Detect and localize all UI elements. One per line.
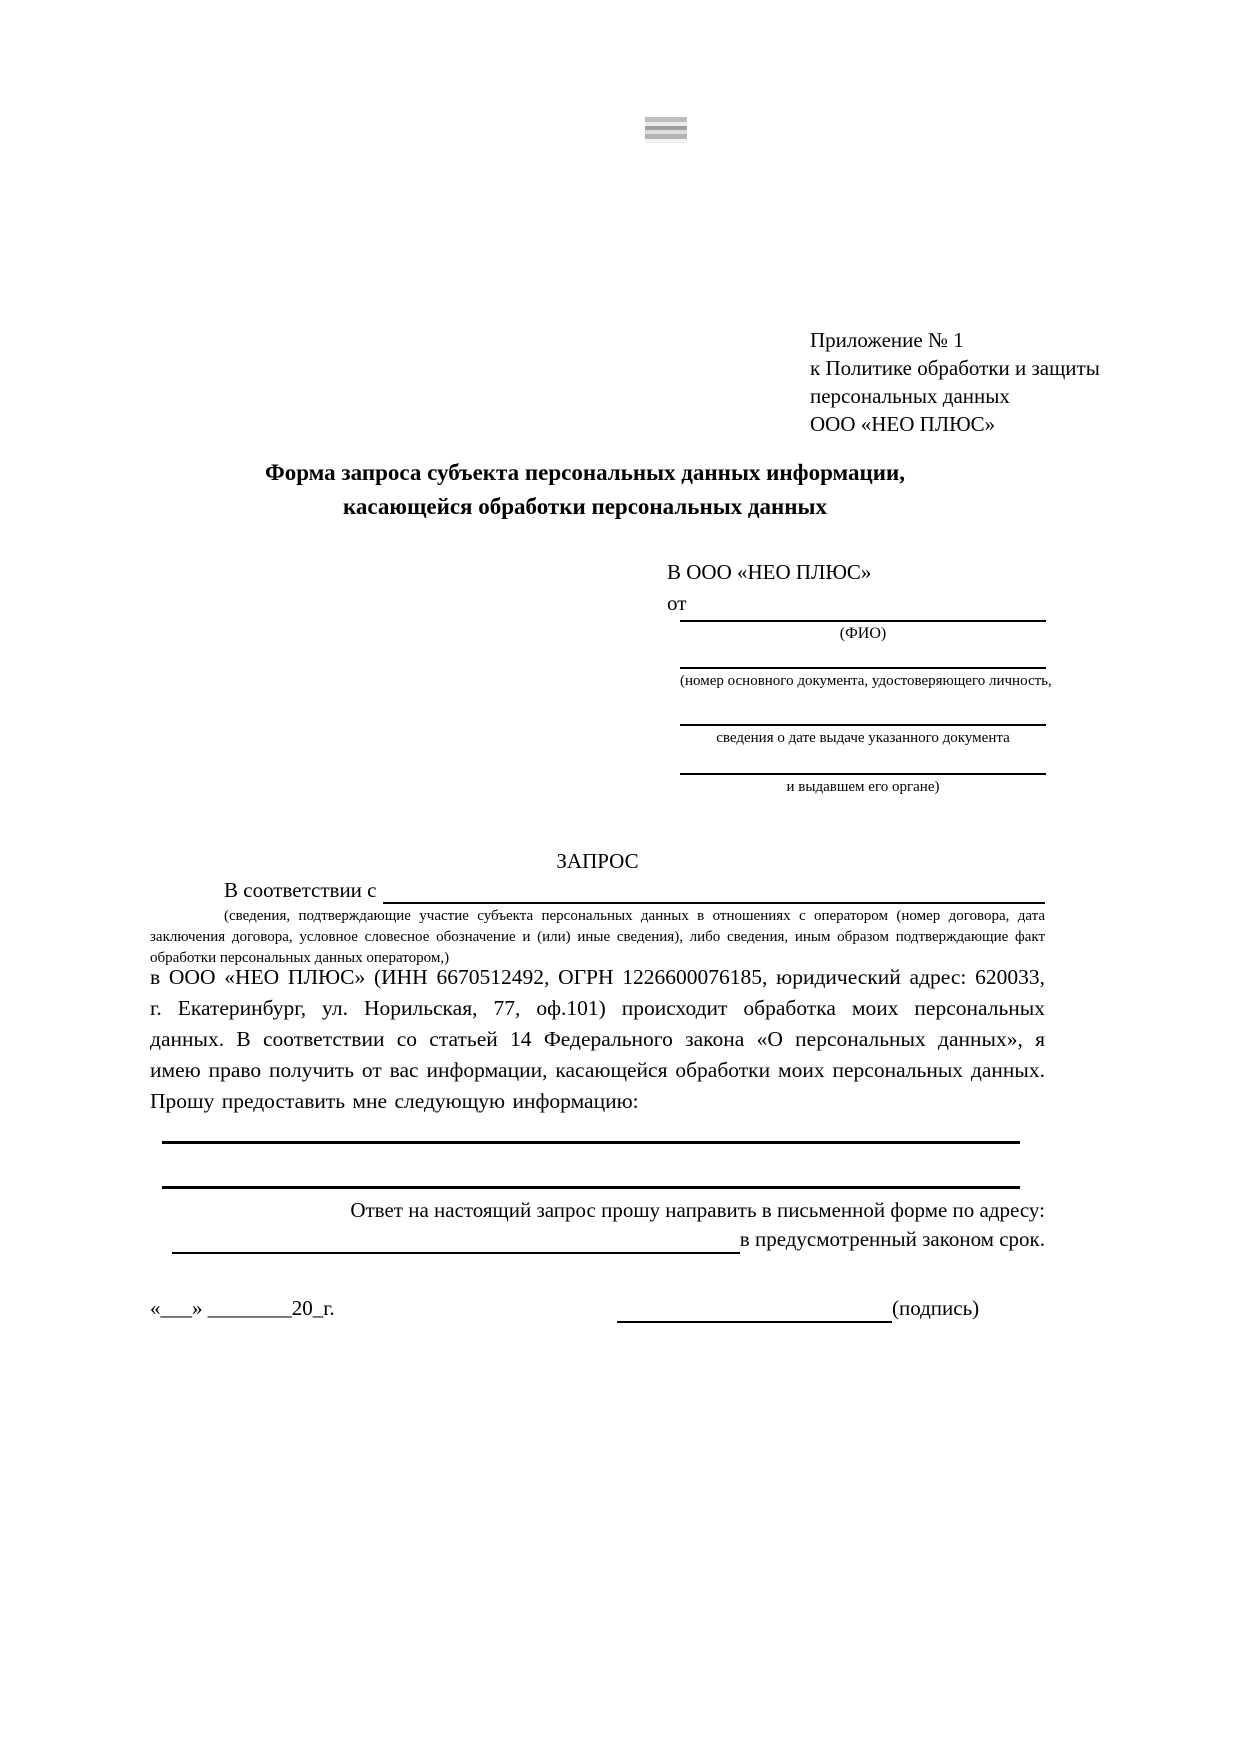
addressee-from-label: от [667, 591, 687, 615]
issue-date-fill-line [680, 691, 1046, 726]
document-number-caption: (номер основного документа, удостоверяющего личность, [680, 673, 1052, 689]
signature-caption: (подпись) [892, 1296, 980, 1320]
request-heading: ЗАПРОС [556, 849, 639, 873]
field-issuing-authority [680, 748, 1046, 797]
addressee-to: В ООО «НЕО ПЛЮС» [667, 560, 872, 584]
appendix-line-1: Приложение № 1 [810, 328, 964, 352]
field-document-number [680, 644, 1052, 691]
issue-date-caption: сведения о дате выдаче указанного документа [716, 730, 1010, 746]
fio-fill-line [680, 592, 1046, 622]
request-body-paragraph: в ООО «НЕО ПЛЮС» (ИНН 6670512492, ОГРН 1226600076185, юридический адрес: 620033, г. Екатеринбург, ул. Норильская, 77, оф.101) происходит обработка моих персональных данных. В соответствии со статьей 14 Федерального закона «О персональных данных», я имею право получить от вас информации, касающейся обработки моих персональных данных. Прошу предоставить мне следующую информацию: [150, 965, 1045, 1113]
appendix-line-3: персональных данных [810, 384, 1010, 408]
document-title [120, 456, 1050, 524]
signature-group [617, 1293, 979, 1323]
answer-tail-text: в предусмотренный законом срок. [739, 1227, 1045, 1251]
appendix-line-2: к Политике обработки и защиты [810, 356, 1100, 380]
document-title-line-2: касающейся обработки персональных данных [342, 494, 828, 519]
info-fill-line-1 [162, 1141, 1020, 1144]
appendix-line-4: ООО «НЕО ПЛЮС» [810, 412, 996, 436]
answer-address-fill-line [172, 1228, 740, 1254]
info-fill-line-2 [162, 1186, 1020, 1189]
field-fio [680, 592, 1046, 644]
issuing-authority-fill-line [680, 748, 1046, 775]
request-intro-fill-line [383, 878, 1046, 904]
header-logo-image [645, 117, 687, 143]
date-line: «___» ________20_г. [150, 1296, 335, 1320]
fio-caption: (ФИО) [839, 625, 887, 642]
addressee-fields [680, 592, 1052, 797]
answer-request-line: Ответ на настоящий запрос прошу направить в письменной форме по адресу: [350, 1198, 1045, 1222]
issuing-authority-caption: и выдавшем его органе) [786, 779, 940, 795]
answer-address-row [172, 1224, 1045, 1254]
appendix-block [810, 326, 1100, 438]
signature-fill-line [617, 1297, 892, 1323]
request-intro-row [150, 876, 1045, 904]
document-number-fill-line [680, 644, 1046, 669]
footer-row [150, 1293, 1045, 1333]
document-title-line-1: Форма запроса субъекта персональных данных информации, [264, 460, 906, 485]
request-fine-print: (сведения, подтверждающие участие субъекта персональных данных в отношениях с оператором (номер договора, дата заключения договора, условное словесное обозначение и (или) иные сведения), либо сведения, иным образом подтверждающие факт обработки персональных данных оператором,) [150, 908, 1045, 966]
request-intro-label: В соответствии с [224, 878, 377, 902]
field-issue-date [680, 691, 1046, 748]
